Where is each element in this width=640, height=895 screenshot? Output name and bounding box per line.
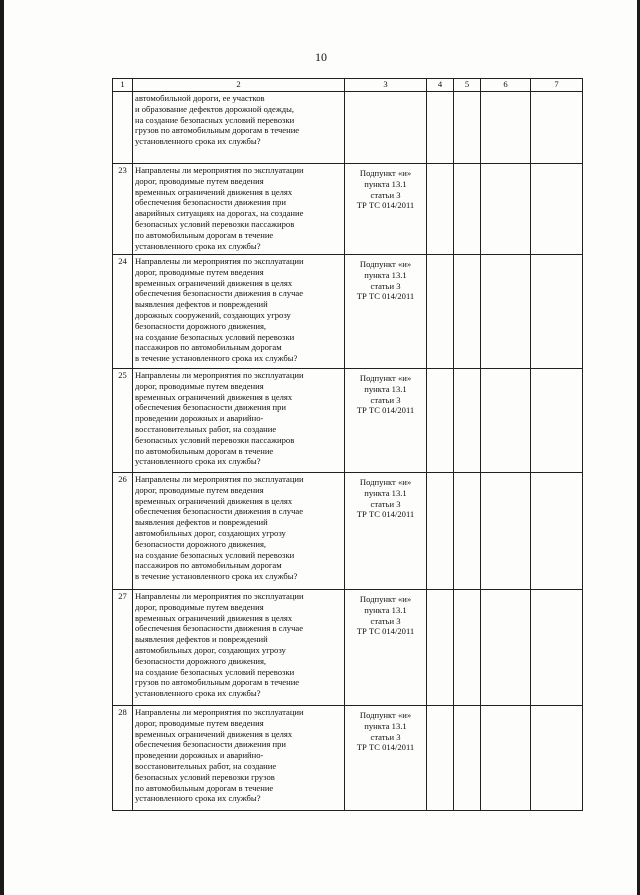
cell-col-6 xyxy=(481,164,531,255)
table-row xyxy=(113,590,583,706)
legal-reference: Подпункт «и» пункта 13.1 статьи 3 ТР ТС 014/2011 xyxy=(345,706,427,811)
row-number: 24 xyxy=(113,255,133,369)
cell-col-7 xyxy=(531,706,583,811)
question-text: Направлены ли мероприятия по эксплуатации дорог, проводимые путем введения временных ограничений движения в целях обеспечения безопасности движения при аварийных ситуациях на дорогах, на создание безопасных условий перевозки пассажиров по автомобильным дорогам в течение установленного срока их службы? xyxy=(133,164,345,255)
cell-col-5 xyxy=(454,164,481,255)
cell-col-6 xyxy=(481,255,531,369)
question-text: Направлены ли мероприятия по эксплуатации дорог, проводимые путем введения временных ограничений движения в целях обеспечения безопасности движения при проведении дорожных и аварийно- восстановительных работ, на создание безопасных условий перевозки пассажиров по автомобильным дорогам в течение установленного срока их службы? xyxy=(133,369,345,473)
cell-col-7 xyxy=(531,255,583,369)
header-col-5: 5 xyxy=(454,79,481,92)
row-number xyxy=(113,92,133,164)
cell-col-5 xyxy=(454,706,481,811)
cell-col-6 xyxy=(481,369,531,473)
cell-col-5 xyxy=(454,369,481,473)
legal-reference: Подпункт «и» пункта 13.1 статьи 3 ТР ТС 014/2011 xyxy=(345,255,427,369)
question-text: Направлены ли мероприятия по эксплуатации дорог, проводимые путем введения временных ограничений движения в целях обеспечения безопасности движения при проведении дорожных и аварийно- восстановительных работ, на создание безопасных условий перевозки грузов по автомобильным дорогам в течение установленного срока их службы? xyxy=(133,706,345,811)
checklist-table xyxy=(112,78,583,811)
row-number: 23 xyxy=(113,164,133,255)
cell-col-7 xyxy=(531,92,583,164)
row-number: 26 xyxy=(113,473,133,590)
table-row xyxy=(113,92,583,164)
table-row xyxy=(113,473,583,590)
legal-reference: Подпункт «и» пункта 13.1 статьи 3 ТР ТС 014/2011 xyxy=(345,473,427,590)
table-row xyxy=(113,164,583,255)
row-number: 27 xyxy=(113,590,133,706)
cell-col-4 xyxy=(427,369,454,473)
legal-reference: Подпункт «и» пункта 13.1 статьи 3 ТР ТС 014/2011 xyxy=(345,369,427,473)
cell-col-7 xyxy=(531,164,583,255)
header-col-1: 1 xyxy=(113,79,133,92)
table-row xyxy=(113,255,583,369)
cell-col-5 xyxy=(454,255,481,369)
cell-col-6 xyxy=(481,473,531,590)
header-col-7: 7 xyxy=(531,79,583,92)
cell-col-5 xyxy=(454,92,481,164)
question-text: Направлены ли мероприятия по эксплуатации дорог, проводимые путем введения временных ограничений движения в целях обеспечения безопасности движения в случае выявления дефектов и повреждений дорожных сооружений, создающих угрозу безопасности дорожного движения, на создание безопасных условий перевозки пассажиров по автомобильным дорогам в течение установленного срока их службы? xyxy=(133,255,345,369)
cell-col-4 xyxy=(427,590,454,706)
cell-col-4 xyxy=(427,706,454,811)
cell-col-4 xyxy=(427,255,454,369)
legal-reference: Подпункт «и» пункта 13.1 статьи 3 ТР ТС 014/2011 xyxy=(345,590,427,706)
row-number: 28 xyxy=(113,706,133,811)
table-row xyxy=(113,706,583,811)
legal-reference xyxy=(345,92,427,164)
header-col-6: 6 xyxy=(481,79,531,92)
question-text: Направлены ли мероприятия по эксплуатации дорог, проводимые путем введения временных ограничений движения в целях обеспечения безопасности движения в случае выявления дефектов и повреждений автомобильных дорог, создающих угрозу безопасности дорожного движения, на создание безопасных условий перевозки пассажиров по автомобильным дорогам в течение установленного срока их службы? xyxy=(133,473,345,590)
question-text: Направлены ли мероприятия по эксплуатации дорог, проводимые путем введения временных ограничений движения в целях обеспечения безопасности движения в случае выявления дефектов и повреждений автомобильных дорог, создающих угрозу безопасности дорожного движения, на создание безопасных условий перевозки грузов по автомобильным дорогам в течение установленного срока их службы? xyxy=(133,590,345,706)
header-row xyxy=(113,79,583,92)
cell-col-4 xyxy=(427,473,454,590)
cell-col-5 xyxy=(454,473,481,590)
cell-col-7 xyxy=(531,473,583,590)
header-col-3: 3 xyxy=(345,79,427,92)
cell-col-6 xyxy=(481,706,531,811)
question-text: автомобильной дороги, ее участков и образование дефектов дорожной одежды, на создание безопасных условий перевозки грузов по автомобильным дорогам в течение установленного срока их службы? xyxy=(133,92,345,164)
page-number: 10 xyxy=(315,50,327,64)
cell-col-6 xyxy=(481,92,531,164)
cell-col-5 xyxy=(454,590,481,706)
cell-col-7 xyxy=(531,369,583,473)
cell-col-4 xyxy=(427,92,454,164)
cell-col-6 xyxy=(481,590,531,706)
document-page xyxy=(4,0,638,895)
header-col-2: 2 xyxy=(133,79,345,92)
cell-col-7 xyxy=(531,590,583,706)
cell-col-4 xyxy=(427,164,454,255)
row-number: 25 xyxy=(113,369,133,473)
legal-reference: Подпункт «и» пункта 13.1 статьи 3 ТР ТС 014/2011 xyxy=(345,164,427,255)
header-col-4: 4 xyxy=(427,79,454,92)
table-row xyxy=(113,369,583,473)
